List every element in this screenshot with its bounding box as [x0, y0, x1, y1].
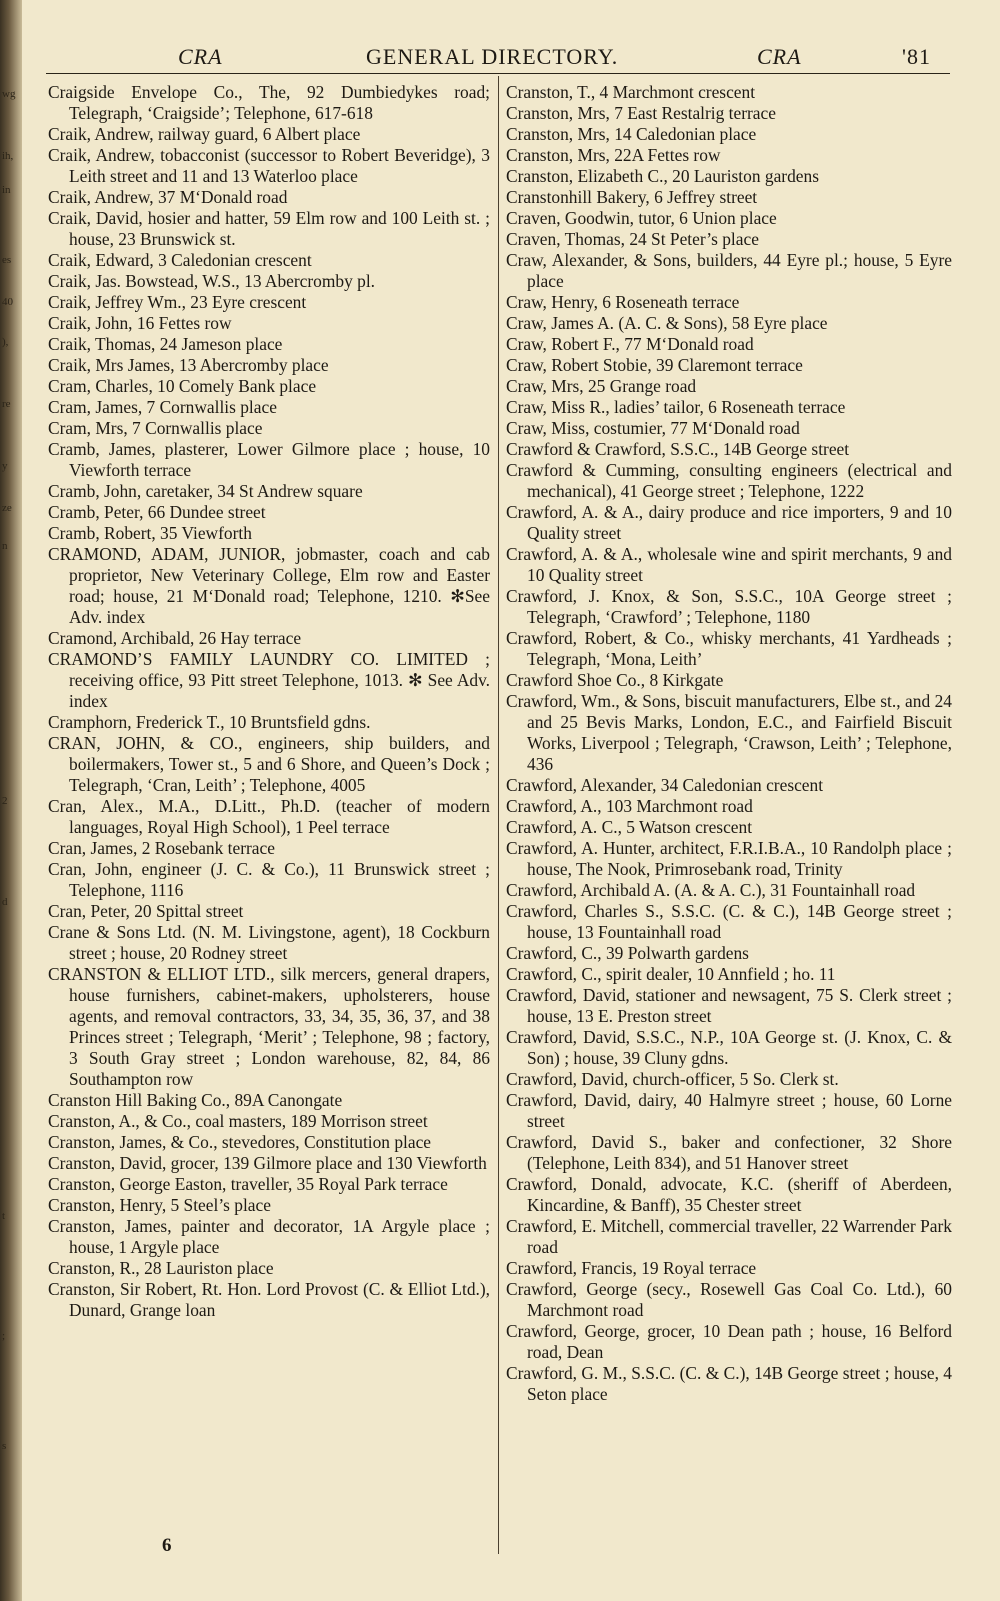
directory-entry: Craw, Miss, costumier, 77 M‘Donald road: [506, 418, 800, 438]
margin-fragment: 2: [2, 795, 8, 807]
signature-mark: 6: [162, 1535, 172, 1556]
header-left: CRA: [178, 44, 223, 69]
directory-entry: Crawford & Cumming, consulting engineers (electrical and mechanical), 41 George street ; Telephone, 1222: [506, 460, 952, 501]
directory-entry: Crawford, A., 103 Marchmont road: [506, 796, 753, 816]
directory-entry: Craigside Envelope Co., The, 92 Dumbiedykes road; Telegraph, ‘Craigside’; Telephone, 617-618: [48, 82, 490, 123]
directory-entry: Crawford, David, S.S.C., N.P., 10A George st. (J. Knox, C. & Son) ; house, 39 Cluny gdns.: [506, 1027, 952, 1068]
directory-entry: Cranston, Henry, 5 Steel’s place: [48, 1195, 271, 1215]
directory-entry: Crawford, Donald, advocate, K.C. (sheriff of Aberdeen, Kincardine, & Banff), 35 Chester street: [506, 1174, 952, 1215]
margin-fragment: s: [2, 1440, 7, 1452]
directory-entry: Craik, Andrew, 37 M‘Donald road: [48, 187, 288, 207]
margin-fragment: n: [2, 540, 8, 552]
directory-entry: Cram, James, 7 Cornwallis place: [48, 397, 277, 417]
directory-entry: Crawford, David, church-officer, 5 So. Clerk st.: [506, 1069, 839, 1089]
directory-entry: Craw, James A. (A. C. & Sons), 58 Eyre place: [506, 313, 828, 333]
directory-entry: Cramphorn, Frederick T., 10 Bruntsfield gdns.: [48, 712, 371, 732]
directory-entry: Cranston Hill Baking Co., 89A Canongate: [48, 1090, 343, 1110]
directory-entry: Cramb, Peter, 66 Dundee street: [48, 502, 266, 522]
directory-entry: Craw, Mrs, 25 Grange road: [506, 376, 697, 396]
directory-entry: Craw, Robert Stobie, 39 Claremont terrace: [506, 355, 803, 375]
directory-entry: Crawford, George (secy., Rosewell Gas Coal Co. Ltd.), 60 Marchmont road: [506, 1279, 952, 1320]
margin-fragment: ih,: [2, 150, 14, 162]
directory-entry: Cranstonhill Bakery, 6 Jeffrey street: [506, 187, 758, 207]
directory-entry: Cranston, R., 28 Lauriston place: [48, 1258, 274, 1278]
directory-entry: Cram, Charles, 10 Comely Bank place: [48, 376, 317, 396]
header-right: CRA: [757, 44, 802, 69]
directory-entry: Cramb, Robert, 35 Viewforth: [48, 523, 252, 543]
directory-entry: Cramond, Archibald, 26 Hay terrace: [48, 628, 302, 648]
directory-entry: Cram, Mrs, 7 Cornwallis place: [48, 418, 263, 438]
directory-entry: Cranston, George Easton, traveller, 35 Royal Park terrace: [48, 1174, 448, 1194]
directory-entry: Craik, Mrs James, 13 Abercromby place: [48, 355, 329, 375]
directory-entry: Crawford, Charles S., S.S.C. (C. & C.), 14B George street ; house, 13 Fountainhall road: [506, 901, 952, 942]
directory-entry: Crawford Shoe Co., 8 Kirkgate: [506, 670, 724, 690]
page-number: '81: [902, 44, 931, 69]
directory-entry: Crawford, Alexander, 34 Caledonian crescent: [506, 775, 824, 795]
margin-fragment: in: [2, 184, 11, 196]
directory-entry: Cran, Alex., M.A., D.Litt., Ph.D. (teacher of modern languages, Royal High School), 1 Peel terrace: [48, 796, 490, 837]
directory-entry: Craik, John, 16 Fettes row: [48, 313, 232, 333]
margin-fragment: ),: [2, 336, 9, 348]
margin-fragment: ;: [2, 1330, 6, 1342]
margin-fragment: d: [2, 896, 8, 908]
directory-entry: Crawford & Crawford, S.S.C., 14B George street: [506, 439, 850, 459]
directory-entry: Craik, Andrew, tobacconist (successor to Robert Beveridge), 3 Leith street and 11 and 13 Waterloo place: [48, 145, 490, 186]
directory-entry: Craik, Jas. Bowstead, W.S., 13 Abercromby pl.: [48, 271, 376, 291]
directory-entry: Crawford, David S., baker and confectioner, 32 Shore (Telephone, Leith 834), and 51 Hanover street: [506, 1132, 952, 1173]
directory-entry: Cranston, Mrs, 14 Caledonian place: [506, 124, 757, 144]
directory-entry: Crawford, E. Mitchell, commercial traveller, 22 Warrender Park road: [506, 1216, 952, 1257]
directory-entry: CRAMOND, ADAM, JUNIOR, jobmaster, coach and cab proprietor, New Veterinary College, Elm row and Easter road; house, 21 M‘Donald road; Telephone, 1210. ✻See Adv. index: [48, 544, 490, 627]
directory-entry: CRANSTON & ELLIOT LTD., silk mercers, general drapers, house furnishers, cabinet-makers, upholsterers, house agents, and removal contractors, 33, 34, 35, 36, 37, and 38 Princes street ; Telegraph, ‘Merit’ ; Telephone, 98 ; factory, 3 South Gray street ; London warehouse, 82, 84, 86 Southampton row: [48, 964, 490, 1089]
directory-entry: Cran, James, 2 Rosebank terrace: [48, 838, 275, 858]
directory-entry: CRAMOND’S FAMILY LAUNDRY CO. LIMITED ; receiving office, 93 Pitt street Telephone, 1013. ✻ See Adv. index: [48, 649, 490, 711]
margin-fragment: ze: [2, 502, 12, 514]
directory-entry: Crawford, Wm., & Sons, biscuit manufacturers, Elbe st., and 24 and 25 Bevis Marks, London, E.C., and Fairfield Biscuit Works, Liverpool ; Telegraph, ‘Crawson, Leith’ ; Telephone, 436: [506, 691, 952, 774]
directory-entry: Craven, Thomas, 24 St Peter’s place: [506, 229, 759, 249]
directory-entry: Cramb, John, caretaker, 34 St Andrew square: [48, 481, 363, 501]
left-column: [48, 82, 490, 1321]
directory-entry: Craik, Edward, 3 Caledonian crescent: [48, 250, 312, 270]
directory-entry: Craik, David, hosier and hatter, 59 Elm row and 100 Leith st. ; house, 23 Brunswick st.: [48, 208, 490, 249]
directory-entry: Crane & Sons Ltd. (N. M. Livingstone, agent), 18 Cockburn street ; house, 20 Rodney street: [48, 922, 490, 963]
right-column: [506, 82, 952, 1405]
directory-entry: Cramb, James, plasterer, Lower Gilmore place ; house, 10 Viewforth terrace: [48, 439, 490, 480]
directory-entry: Cran, John, engineer (J. C. & Co.), 11 Brunswick street ; Telephone, 1116: [48, 859, 490, 900]
header-title: GENERAL DIRECTORY.: [366, 44, 619, 69]
directory-entry: Crawford, G. M., S.S.C. (C. & C.), 14B George street ; house, 4 Seton place: [506, 1363, 952, 1404]
directory-entry: Cranston, Mrs, 7 East Restalrig terrace: [506, 103, 776, 123]
directory-entry: Craw, Robert F., 77 M‘Donald road: [506, 334, 754, 354]
margin-fragment: 40: [2, 296, 13, 308]
directory-entry: Cranston, James, & Co., stevedores, Constitution place: [48, 1132, 432, 1152]
directory-entry: Crawford, J. Knox, & Son, S.S.C., 10A George street ; Telegraph, ‘Crawford’ ; Telephone, 1180: [506, 586, 952, 627]
directory-entry: Craw, Alexander, & Sons, builders, 44 Eyre pl.; house, 5 Eyre place: [506, 250, 952, 291]
directory-entry: Cranston, Sir Robert, Rt. Hon. Lord Provost (C. & Elliot Ltd.), Dunard, Grange loan: [48, 1279, 490, 1320]
directory-entry: Cran, Peter, 20 Spittal street: [48, 901, 244, 921]
directory-entry: Crawford, David, dairy, 40 Halmyre street ; house, 60 Lorne street: [506, 1090, 952, 1131]
directory-entry: Crawford, C., spirit dealer, 10 Annfield ; ho. 11: [506, 964, 836, 984]
directory-entry: Cranston, Elizabeth C., 20 Lauriston gardens: [506, 166, 819, 186]
directory-entry: Crawford, Archibald A. (A. & A. C.), 31 Fountainhall road: [506, 880, 916, 900]
directory-entry: Cranston, David, grocer, 139 Gilmore place and 130 Viewforth: [48, 1153, 487, 1173]
directory-entry: Crawford, A. & A., wholesale wine and spirit merchants, 9 and 10 Quality street: [506, 544, 952, 585]
directory-entry: Craik, Thomas, 24 Jameson place: [48, 334, 283, 354]
directory-entry: Cranston, T., 4 Marchmont crescent: [506, 82, 756, 102]
directory-entry: Craik, Jeffrey Wm., 23 Eyre crescent: [48, 292, 307, 312]
directory-entry: Crawford, A. C., 5 Watson crescent: [506, 817, 753, 837]
directory-entry: Craw, Miss R., ladies’ tailor, 6 Roseneath terrace: [506, 397, 846, 417]
directory-entry: Craw, Henry, 6 Roseneath terrace: [506, 292, 740, 312]
directory-entry: Crawford, David, stationer and newsagent, 75 S. Clerk street ; house, 13 E. Preston street: [506, 985, 952, 1026]
directory-entry: Cranston, Mrs, 22A Fettes row: [506, 145, 721, 165]
directory-entry: Craven, Goodwin, tutor, 6 Union place: [506, 208, 777, 228]
page-header: [40, 44, 960, 72]
margin-fragment: es: [2, 254, 12, 266]
directory-entry: Cranston, James, painter and decorator, 1A Argyle place ; house, 1 Argyle place: [48, 1216, 490, 1257]
directory-entry: CRAN, JOHN, & CO., engineers, ship builders, and boilermakers, Tower st., 5 and 6 Shore, and Queen’s Dock ; Telegraph, ‘Cran, Leith’ ; Telephone, 4005: [48, 733, 490, 795]
margin-fragment: t: [2, 1210, 6, 1222]
directory-entry: Crawford, A. & A., dairy produce and rice importers, 9 and 10 Quality street: [506, 502, 952, 543]
margin-fragment: re: [2, 398, 11, 410]
margin-fragment: y: [2, 460, 8, 472]
column-divider: [498, 76, 499, 1554]
directory-entry: Craik, Andrew, railway guard, 6 Albert place: [48, 124, 361, 144]
directory-entry: Crawford, Francis, 19 Royal terrace: [506, 1258, 757, 1278]
margin-fragment: wg: [2, 88, 16, 100]
margin-fragments: [0, 0, 16, 1601]
directory-entry: Crawford, Robert, & Co., whisky merchants, 41 Yardheads ; Telegraph, ‘Mona, Leith’: [506, 628, 952, 669]
directory-entry: Crawford, A. Hunter, architect, F.R.I.B.A., 10 Randolph place ; house, The Nook, Primrosebank road, Trinity: [506, 838, 952, 879]
directory-entry: Crawford, George, grocer, 10 Dean path ; house, 16 Belford road, Dean: [506, 1321, 952, 1362]
directory-entry: Crawford, C., 39 Polwarth gardens: [506, 943, 749, 963]
directory-entry: Cranston, A., & Co., coal masters, 189 Morrison street: [48, 1111, 428, 1131]
header-rule: [46, 73, 950, 74]
